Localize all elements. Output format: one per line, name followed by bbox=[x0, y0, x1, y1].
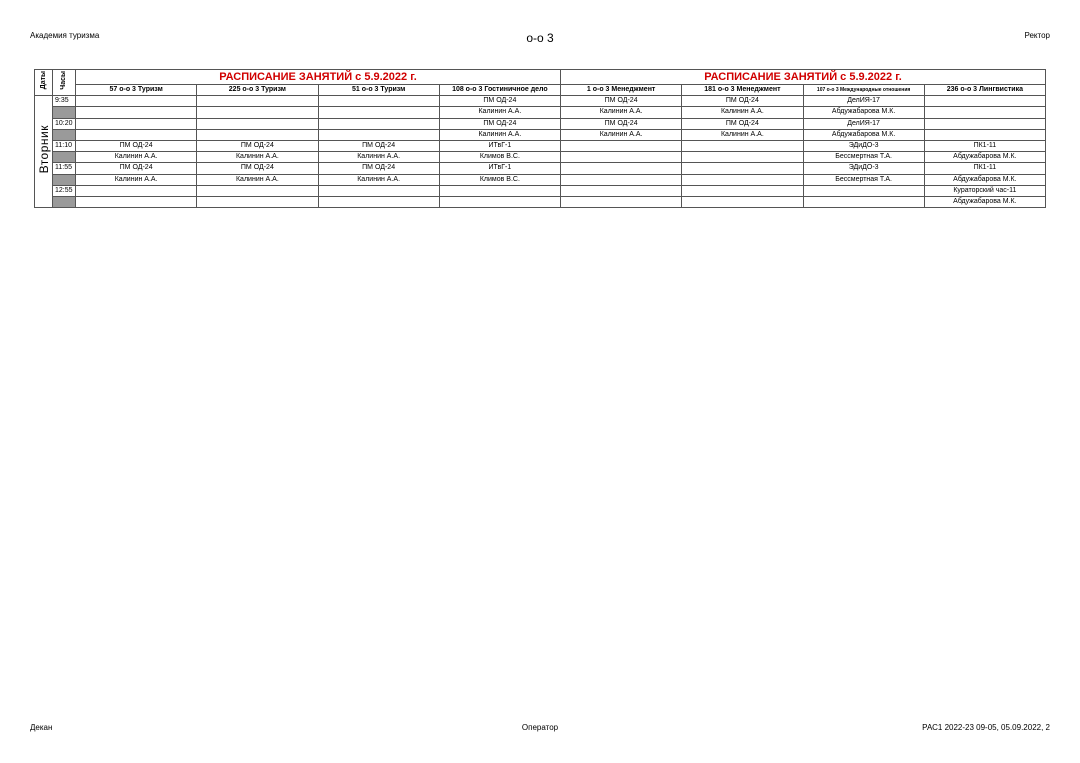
subject-cell: ПМ ОД-24 bbox=[76, 163, 197, 174]
subject-cell: ПК1-11 bbox=[924, 140, 1045, 151]
subject-cell bbox=[439, 185, 560, 196]
time-cell: 10:20 bbox=[53, 118, 76, 129]
teacher-cell: Абдужабарова М.К. bbox=[803, 129, 924, 140]
page-title: о-о 3 bbox=[526, 31, 554, 45]
teacher-cell bbox=[682, 196, 803, 207]
teacher-cell: Калинин А.А. bbox=[439, 129, 560, 140]
teacher-cell bbox=[561, 174, 682, 185]
subject-cell: ПМ ОД-24 bbox=[76, 140, 197, 151]
teacher-cell bbox=[803, 196, 924, 207]
subject-cell: ПМ ОД-24 bbox=[561, 118, 682, 129]
teacher-cell bbox=[197, 196, 318, 207]
table-row bbox=[35, 196, 1046, 207]
teacher-cell: Абдужабарова М.К. bbox=[924, 152, 1045, 163]
subject-cell bbox=[561, 185, 682, 196]
rector-label: Ректор bbox=[1024, 31, 1050, 40]
title-row bbox=[35, 70, 1046, 85]
time-cell: 12:55 bbox=[53, 185, 76, 196]
group-header: 236 о-о 3 Лингвистика bbox=[924, 85, 1045, 96]
subject-cell bbox=[318, 96, 439, 107]
group-header: 51 о-о 3 Туризм bbox=[318, 85, 439, 96]
subject-cell bbox=[561, 140, 682, 151]
teacher-cell bbox=[924, 129, 1045, 140]
subject-cell bbox=[76, 185, 197, 196]
table-row bbox=[35, 185, 1046, 196]
teacher-cell: Абдужабарова М.К. bbox=[924, 174, 1045, 185]
time-cell-filler bbox=[53, 196, 76, 207]
subject-cell bbox=[76, 118, 197, 129]
subject-cell: ЭДиДО-3 bbox=[803, 140, 924, 151]
teacher-cell: Бессмертная Т.А. bbox=[803, 152, 924, 163]
subject-cell bbox=[682, 163, 803, 174]
table-row bbox=[35, 163, 1046, 174]
table-row bbox=[35, 118, 1046, 129]
table-row bbox=[35, 152, 1046, 163]
teacher-cell bbox=[318, 196, 439, 207]
subject-cell bbox=[682, 140, 803, 151]
subject-cell: ПМ ОД-24 bbox=[682, 96, 803, 107]
subject-cell: ЭДиДО-3 bbox=[803, 163, 924, 174]
subject-cell: ДелИЯ-17 bbox=[803, 96, 924, 107]
subject-cell bbox=[561, 163, 682, 174]
time-cell: 9:35 bbox=[53, 96, 76, 107]
teacher-cell: Абдужабарова М.К. bbox=[924, 196, 1045, 207]
schedule-title-right: РАСПИСАНИЕ ЗАНЯТИЙ с 5.9.2022 г. bbox=[561, 70, 1046, 85]
table-row bbox=[35, 140, 1046, 151]
subject-cell: ПМ ОД-24 bbox=[318, 140, 439, 151]
dean-label: Декан bbox=[30, 723, 53, 732]
time-cell-filler bbox=[53, 107, 76, 118]
teacher-cell bbox=[439, 196, 560, 207]
teacher-cell bbox=[197, 129, 318, 140]
subject-cell: ДелИЯ-17 bbox=[803, 118, 924, 129]
table-row bbox=[35, 107, 1046, 118]
group-header: 107 о-о 3 Международные отношения bbox=[803, 85, 924, 96]
group-header-row bbox=[35, 85, 1046, 96]
subject-cell bbox=[197, 118, 318, 129]
teacher-cell: Калинин А.А. bbox=[197, 174, 318, 185]
subject-cell: ПМ ОД-24 bbox=[197, 140, 318, 151]
subject-cell bbox=[318, 118, 439, 129]
subject-cell: ПМ ОД-24 bbox=[561, 96, 682, 107]
teacher-cell bbox=[924, 107, 1045, 118]
subject-cell: ПМ ОД-24 bbox=[682, 118, 803, 129]
teacher-cell: Калинин А.А. bbox=[682, 107, 803, 118]
teacher-cell: Калинин А.А. bbox=[682, 129, 803, 140]
group-header: 225 о-о 3 Туризм bbox=[197, 85, 318, 96]
subject-cell bbox=[76, 96, 197, 107]
teacher-cell bbox=[561, 196, 682, 207]
teacher-cell: Калинин А.А. bbox=[439, 107, 560, 118]
teacher-cell: Абдужабарова М.К. bbox=[803, 107, 924, 118]
operator-label: Оператор bbox=[521, 723, 559, 732]
teacher-cell bbox=[318, 129, 439, 140]
teacher-cell bbox=[197, 107, 318, 118]
subject-cell: ПМ ОД-24 bbox=[197, 163, 318, 174]
teacher-cell: Калинин А.А. bbox=[318, 174, 439, 185]
subject-cell bbox=[197, 96, 318, 107]
subject-cell: ПК1-11 bbox=[924, 163, 1045, 174]
teacher-cell: Калинин А.А. bbox=[197, 152, 318, 163]
subject-cell: ИТвГ-1 bbox=[439, 140, 560, 151]
teacher-cell: Калинин А.А. bbox=[76, 174, 197, 185]
dates-column-header: Даты bbox=[35, 70, 53, 96]
subject-cell bbox=[924, 96, 1045, 107]
teacher-cell: Бессмертная Т.А. bbox=[803, 174, 924, 185]
schedule-table bbox=[34, 69, 1046, 208]
day-cell: Вторник bbox=[35, 96, 53, 208]
time-cell: 11:55 bbox=[53, 163, 76, 174]
time-cell-filler bbox=[53, 152, 76, 163]
document-code: РАС1 2022-23 09-05, 05.09.2022, 2 bbox=[922, 723, 1050, 732]
teacher-cell: Калинин А.А. bbox=[318, 152, 439, 163]
group-header: 108 о-о 3 Гостиничное дело bbox=[439, 85, 560, 96]
subject-cell bbox=[318, 185, 439, 196]
table-row bbox=[35, 96, 1046, 107]
teacher-cell bbox=[76, 107, 197, 118]
subject-cell: Кураторский час-11 bbox=[924, 185, 1045, 196]
institution-name: Академия туризма bbox=[30, 31, 100, 40]
teacher-cell: Калинин А.А. bbox=[76, 152, 197, 163]
teacher-cell: Климов В.С. bbox=[439, 174, 560, 185]
hours-column-header: Часы bbox=[53, 70, 76, 96]
subject-cell: ПМ ОД-24 bbox=[439, 96, 560, 107]
teacher-cell bbox=[682, 174, 803, 185]
table-row bbox=[35, 174, 1046, 185]
teacher-cell: Калинин А.А. bbox=[561, 107, 682, 118]
teacher-cell: Климов В.С. bbox=[439, 152, 560, 163]
time-cell-filler bbox=[53, 174, 76, 185]
subject-cell bbox=[803, 185, 924, 196]
subject-cell: ПМ ОД-24 bbox=[318, 163, 439, 174]
time-cell-filler bbox=[53, 129, 76, 140]
subject-cell bbox=[682, 185, 803, 196]
subject-cell bbox=[924, 118, 1045, 129]
time-cell: 11:10 bbox=[53, 140, 76, 151]
schedule-title-left: РАСПИСАНИЕ ЗАНЯТИЙ с 5.9.2022 г. bbox=[76, 70, 561, 85]
table-row bbox=[35, 129, 1046, 140]
teacher-cell: Калинин А.А. bbox=[561, 129, 682, 140]
teacher-cell bbox=[318, 107, 439, 118]
teacher-cell bbox=[76, 196, 197, 207]
group-header: 57 о-о 3 Туризм bbox=[76, 85, 197, 96]
teacher-cell bbox=[682, 152, 803, 163]
group-header: 181 о-о 3 Менеджмент bbox=[682, 85, 803, 96]
teacher-cell bbox=[76, 129, 197, 140]
teacher-cell bbox=[561, 152, 682, 163]
group-header: 1 о-о 3 Менеджмент bbox=[561, 85, 682, 96]
subject-cell: ИТвГ-1 bbox=[439, 163, 560, 174]
subject-cell bbox=[197, 185, 318, 196]
subject-cell: ПМ ОД-24 bbox=[439, 118, 560, 129]
